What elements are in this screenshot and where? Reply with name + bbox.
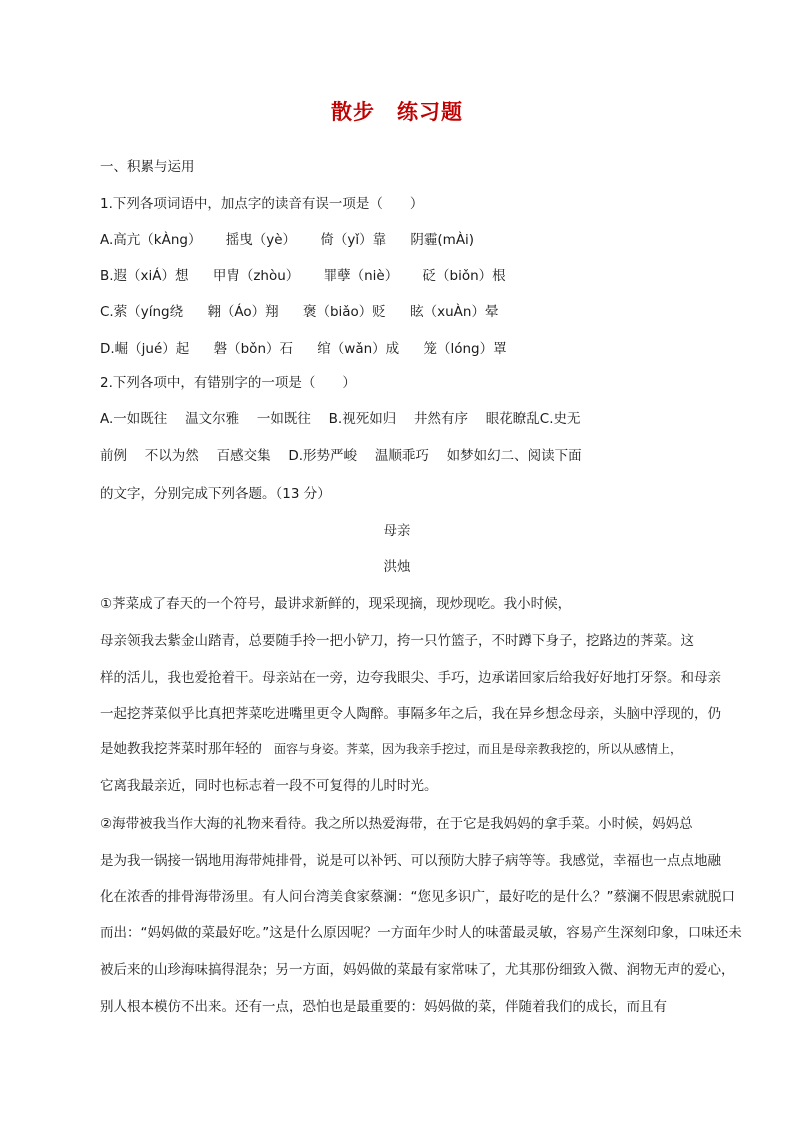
paragraph-1-line-5-part-a: 是她教我挖荠菜时那年轻的 xyxy=(100,741,262,757)
question-1-option-b xyxy=(100,267,506,285)
paragraph-1-line-2: 母亲领我去紫金山踏青，总要随手拎一把小铲刀，挎一只竹篮子，不时蹲下身子，挖路边的荠菜。这 xyxy=(100,633,694,649)
option-b-item-3: 罪孽（niè） xyxy=(323,268,399,284)
paragraph-2-line-2: 是为我一锅接一锅地用海带炖排骨，说是可以补钙、可以预防大脖子病等等。我感觉，幸福也一点点地融 xyxy=(100,853,721,869)
paragraph-1-line-4: 一起挖荠菜似乎比真把荠菜吃进嘴里更令人陶醉。事隔多年之后，我在异乡想念母亲，头脑中浮现的，仍 xyxy=(100,706,721,722)
question-2-line-3: 的文字，分别完成下列各题。（13 分） xyxy=(100,486,331,502)
paragraph-2-line-3: 化在浓香的排骨海带汤里。有人问台湾美食家蔡澜：“您见多识广，最好吃的是什么？”蔡澜不假思索就脱口 xyxy=(100,889,735,905)
article-author: 洪烛 xyxy=(383,559,411,575)
option-b-item-4: 砭（biǒn）根 xyxy=(422,268,506,284)
paragraph-1-line-6: 它离我最亲近，同时也标志着一段不可复得的儿时时光。 xyxy=(100,778,438,794)
paragraph-1-line-1: ①荠菜成了春天的一个符号，最讲求新鲜的，现采现摘，现炒现吃。我小时候， xyxy=(100,596,572,612)
option-d-item-1: D.崛（jué）起 xyxy=(100,341,190,357)
option-b-item-2: 甲胄（zhòu） xyxy=(212,268,300,284)
option-a-item-1: A.高亢（kÀng） xyxy=(100,232,202,248)
article-title: 母亲 xyxy=(383,523,411,539)
page-title: 散步 练习题 xyxy=(331,99,463,124)
question-2-line-2: 前例 不以为然 百感交集 D.形势严峻 温顺乖巧 如梦如幻二、阅读下面 xyxy=(100,448,582,464)
option-d-item-4: 笼（lóng）罩 xyxy=(423,341,507,357)
question-1-stem: 1.下列各项词语中，加点字的读音有误一项是（ ） xyxy=(100,196,424,212)
option-b-item-1: B.遐（xiÁ）想 xyxy=(100,268,189,284)
paragraph-1-line-5-part-b: 面容与身姿。荠菜，因为我亲手挖过，而且是母亲教我挖的，所以从感情上， xyxy=(274,742,683,756)
option-d-item-2: 磐（bǒn）石 xyxy=(213,341,293,357)
option-c-item-3: 褒（biǎo）贬 xyxy=(302,304,386,320)
question-1-option-a xyxy=(100,231,474,249)
paragraph-2-line-6: 别人根本模仿不出来。还有一点，恐怕也是最重要的：妈妈做的菜，伴随着我们的成长，而且有 xyxy=(100,999,667,1015)
question-2-stem: 2.下列各项中，有错别字的一项是（ ） xyxy=(100,375,356,391)
paragraph-2-line-5: 被后来的山珍海味搞得混杂；另一方面，妈妈做的菜最有家常味了，尤其那份细致入微、润物无声的爱心， xyxy=(100,962,735,978)
question-2-line-1: A.一如既往 温文尔雅 一如既往 B.视死如归 井然有序 眼花瞭乱C.史无 xyxy=(100,411,581,427)
question-1-option-d xyxy=(100,340,507,358)
option-a-item-3: 倚（yǐ）靠 xyxy=(320,232,387,248)
paragraph-2-line-1: ②海带被我当作大海的礼物来看待。我之所以热爱海带，在于它是我妈妈的拿手菜。小时候，妈妈总 xyxy=(100,816,693,832)
option-a-item-4: 阴霾(mÀi) xyxy=(410,232,475,248)
paragraph-2-line-4: 而出：“妈妈做的菜最好吃。”这是什么原因呢？一方面年少时人的味蕾最灵敏，容易产生深刻印象，口味还未 xyxy=(100,925,742,941)
paragraph-1-line-5 xyxy=(100,740,722,758)
option-c-item-2: 翱（Áo）翔 xyxy=(207,304,279,320)
question-1-option-c xyxy=(100,303,498,321)
option-c-item-4: 眩（xuÀn）晕 xyxy=(410,304,499,320)
option-d-item-3: 绾（wǎn）成 xyxy=(317,341,400,357)
paragraph-1-line-3: 样的活儿，我也爱抢着干。母亲站在一旁，边夸我眼尖、手巧，边承诺回家后给我好好地打牙祭。和母亲 xyxy=(100,670,721,686)
option-a-item-2: 摇曳（yè） xyxy=(225,232,297,248)
section-heading-accumulation: 一、积累与运用 xyxy=(100,159,195,175)
option-c-item-1: C.萦（yíng绕 xyxy=(100,304,184,320)
